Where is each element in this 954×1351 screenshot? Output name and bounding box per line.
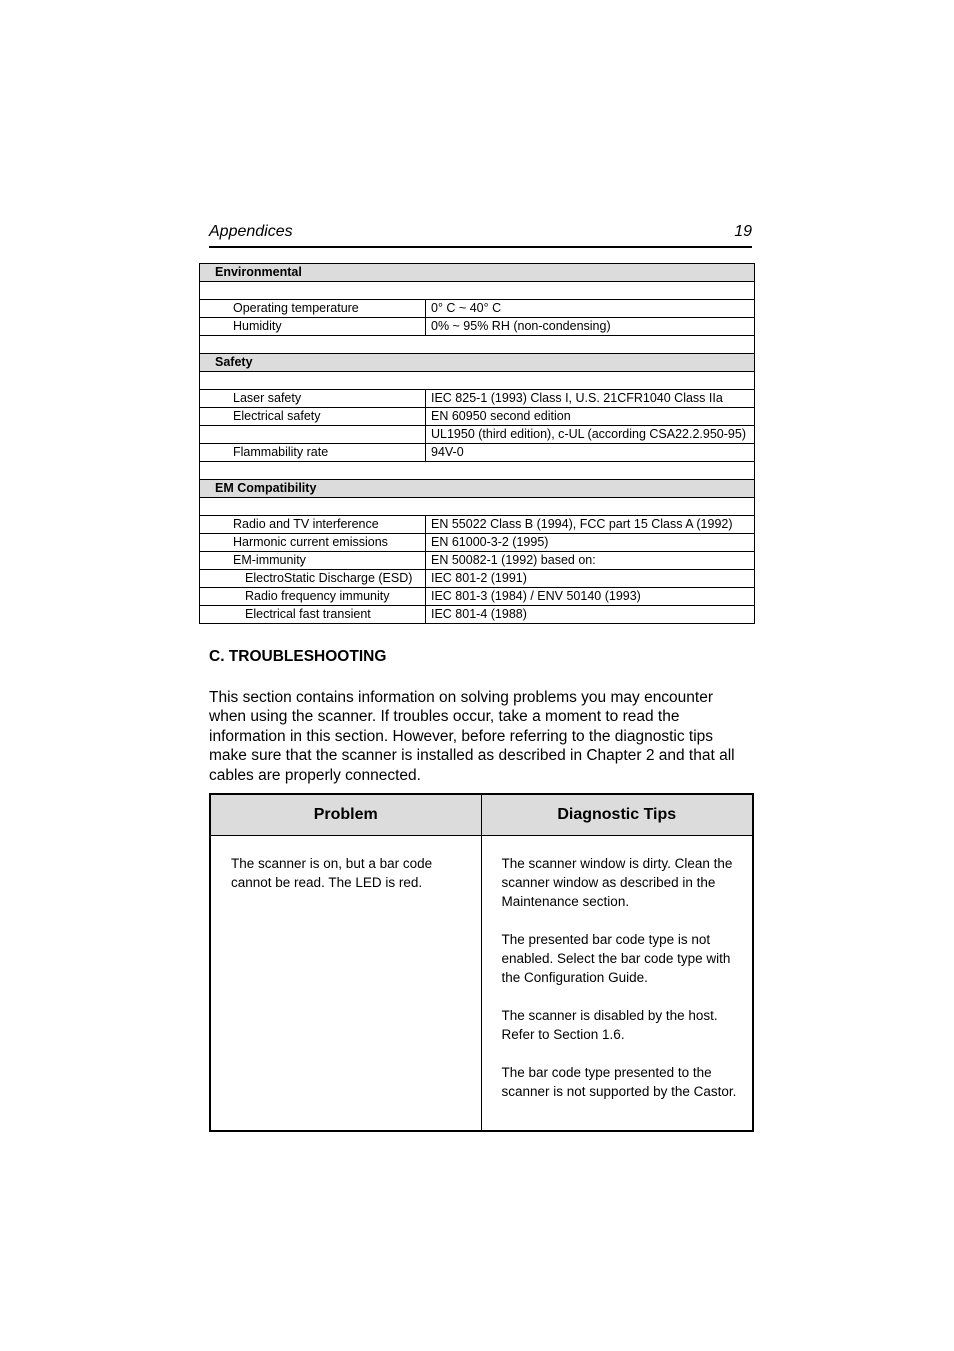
spec-value: IEC 801-4 (1988)	[426, 606, 755, 624]
table-header-row	[210, 794, 753, 836]
spec-row	[200, 606, 755, 624]
diagnostic-tip: The bar code type presented to the scanner is not supported by the Castor.	[501, 1065, 737, 1099]
spec-label: Radio frequency immunity	[200, 588, 426, 606]
spec-label: Humidity	[200, 318, 426, 336]
diagnostic-tip: The presented bar code type is not enabled. Select the bar code type with the Configuration Guide.	[501, 932, 731, 985]
troubleshooting-heading: C. TROUBLESHOOTING	[209, 648, 387, 665]
tips-cell	[481, 836, 753, 1132]
spec-row	[200, 534, 755, 552]
page-number: 19	[734, 223, 752, 240]
spec-label: ElectroStatic Discharge (ESD)	[200, 570, 426, 588]
spacer-row	[200, 498, 755, 516]
spec-row	[200, 570, 755, 588]
column-header-diagnostic-tips: Diagnostic Tips	[481, 794, 753, 836]
spec-label: Electrical fast transient	[200, 606, 426, 624]
section-row-em-compatibility	[200, 480, 755, 498]
spec-label: Harmonic current emissions	[200, 534, 426, 552]
spec-value: UL1950 (third edition), c-UL (according CSA22.2.950-95)	[426, 426, 755, 444]
spec-label: Operating temperature	[200, 300, 426, 318]
spec-row	[200, 552, 755, 570]
spec-value: IEC 801-2 (1991)	[426, 570, 755, 588]
spacer-row	[200, 336, 755, 354]
page-header	[209, 222, 752, 248]
spec-value: IEC 801-3 (1984) / ENV 50140 (1993)	[426, 588, 755, 606]
troubleshooting-table	[209, 793, 754, 1132]
section-heading-em-compatibility: EM Compatibility	[200, 480, 755, 498]
table-row	[210, 836, 753, 1132]
spec-label: Flammability rate	[200, 444, 426, 462]
header-title: Appendices	[209, 223, 293, 240]
spec-label: Laser safety	[200, 390, 426, 408]
spec-label: Electrical safety	[200, 408, 426, 426]
spec-value: EN 60950 second edition	[426, 408, 755, 426]
section-row-safety	[200, 354, 755, 372]
spec-value: EN 50082-1 (1992) based on:	[426, 552, 755, 570]
spec-row	[200, 426, 755, 444]
spec-label: EM-immunity	[200, 552, 426, 570]
spec-row	[200, 390, 755, 408]
section-row-environmental	[200, 264, 755, 282]
problem-cell: The scanner is on, but a bar code cannot be read. The LED is red.	[210, 836, 481, 1132]
spec-value: 0° C ~ 40° C	[426, 300, 755, 318]
section-heading-safety: Safety	[200, 354, 755, 372]
spec-value: 94V-0	[426, 444, 755, 462]
specifications-table	[199, 263, 755, 624]
spec-value: EN 55022 Class B (1994), FCC part 15 Class A (1992)	[426, 516, 755, 534]
spec-value: EN 61000-3-2 (1995)	[426, 534, 755, 552]
spec-label: Radio and TV interference	[200, 516, 426, 534]
spacer-row	[200, 282, 755, 300]
spec-row	[200, 318, 755, 336]
spec-value: IEC 825-1 (1993) Class I, U.S. 21CFR1040 Class IIa	[426, 390, 755, 408]
diagnostic-tip: The scanner is disabled by the host. Refer to Section 1.6.	[501, 1008, 718, 1042]
spec-label	[200, 426, 426, 444]
column-header-problem: Problem	[210, 794, 481, 836]
spec-row	[200, 444, 755, 462]
section-heading-environmental: Environmental	[200, 264, 755, 282]
diagnostic-tip: The scanner window is dirty. Clean the scanner window as described in the Maintenance section.	[501, 856, 733, 909]
spec-row	[200, 516, 755, 534]
spec-row	[200, 588, 755, 606]
troubleshooting-intro: This section contains information on solving problems you may encounter when using the scanner. If troubles occur, take a moment to read the information in this section. However, before referring to the diagnostic tips make sure that the scanner is installed as described in Chapter 2 and that all cables are properly connected.	[209, 689, 735, 784]
spec-row	[200, 300, 755, 318]
spec-row	[200, 408, 755, 426]
spec-value: 0% ~ 95% RH (non-condensing)	[426, 318, 755, 336]
spacer-row	[200, 372, 755, 390]
spacer-row	[200, 462, 755, 480]
